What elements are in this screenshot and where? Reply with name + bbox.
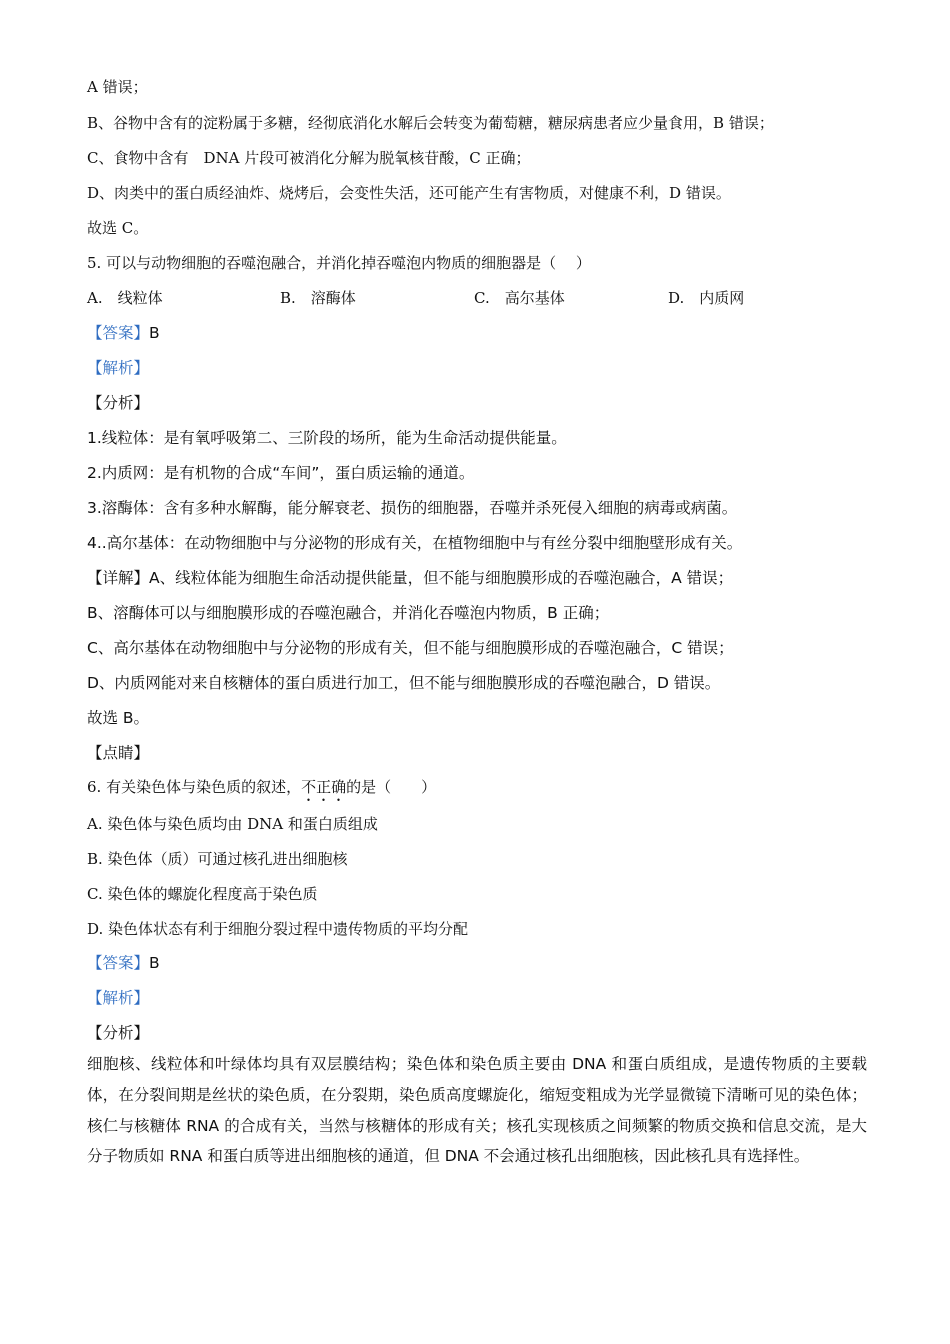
q5-detail-d: D、内质网能对来自核糖体的蛋白质进行加工，但不能与细胞膜形成的吞噬泡融合，D 错误。 (87, 674, 721, 692)
q5-point-3: 3.溶酶体：含有多种水解酶，能分解衰老、损伤的细胞器，吞噬并杀死侵入细胞的病毒或病菌。 (87, 499, 738, 517)
q6-fenxi-tag: 【分析】 (87, 1024, 150, 1042)
q5-choose: 故选 B。 (87, 709, 150, 727)
q6-stem-post: 的是（ ） (346, 778, 437, 796)
answer-value: B (149, 954, 160, 972)
q5-stem: 5. 可以与动物细胞的吞噬泡融合，并消化掉吞噬泡内物质的细胞器是（ ） (87, 254, 591, 272)
q6-analysis-tag: 【解析】 (87, 989, 150, 1007)
q6-option-c: C. 染色体的螺旋化程度高于染色质 (87, 885, 318, 903)
detail-tag: 【详解】 (87, 569, 150, 587)
q5-fenxi-tag: 【分析】 (87, 394, 150, 412)
answer-tag: 【答案】 (87, 954, 150, 972)
q5-detail-c: C、高尔基体在动物细胞中与分泌物的形成有关，但不能与细胞膜形成的吞噬泡融合，C 错误； (87, 639, 734, 657)
q5-dianjing-tag: 【点睛】 (87, 744, 150, 762)
q5-point-2: 2.内质网：是有机物的合成“车间”，蛋白质运输的通道。 (87, 464, 475, 482)
q4-choose: 故选 C。 (87, 219, 149, 237)
answer-tag: 【答案】 (87, 324, 150, 342)
q4-option-d-explanation: D、肉类中的蛋白质经油炸、烧烤后，会变性失活，还可能产生有害物质，对健康不利，D 错误。 (87, 184, 731, 202)
q5-detail-first (87, 566, 733, 588)
q5-option-c: C. 高尔基体 (474, 289, 565, 307)
q5-point-4: 4..高尔基体：在动物细胞中与分泌物的形成有关，在植物细胞中与有丝分裂中细胞壁形成有关。 (87, 534, 743, 552)
q6-option-d: D. 染色体状态有利于细胞分裂过程中遗传物质的平均分配 (87, 920, 469, 938)
q6-analysis-paragraph: 细胞核、线粒体和叶绿体均具有双层膜结构；染色体和染色质主要由 DNA 和蛋白质组成，是遗传物质的主要载体，在分裂间期是丝状的染色质，在分裂期，染色质高度螺旋化，缩短变粗成为光学显微镜下清晰可见的染色体；核仁与核糖体 RNA 的合成有关，当然与核糖体的形成有关；核孔实现核质之间频繁的物质交换和信息交流，是大分子物质如 RNA 和蛋白质等进出细胞核的通道，但 DNA 不会通过核孔出细胞核，因此核孔具有选择性。 (87, 1055, 867, 1166)
q5-option-a: A. 线粒体 (87, 289, 163, 307)
q4-option-a-conclusion: A 错误； (87, 78, 148, 96)
q5-detail-b: B、溶酶体可以与细胞膜形成的吞噬泡融合，并消化吞噬泡内物质，B 正确； (87, 604, 610, 622)
q6-answer (87, 951, 160, 973)
q4-option-c-explanation: C、食物中含有 DNA 片段可被消化分解为脱氧核苷酸，C 正确； (87, 149, 531, 167)
q6-stem-emphasis: 不正确 (301, 778, 347, 796)
detail-text: A、线粒体能为细胞生命活动提供能量，但不能与细胞膜形成的吞噬泡融合，A 错误； (149, 569, 734, 587)
q5-answer (87, 321, 160, 343)
q4-option-b-explanation: B、谷物中含有的淀粉属于多糖，经彻底消化水解后会转变为葡萄糖，糖尿病患者应少量食用，B 错误； (87, 114, 774, 132)
q5-point-1: 1.线粒体：是有氧呼吸第二、三阶段的场所，能为生命活动提供能量。 (87, 429, 567, 447)
q5-option-d: D. 内质网 (668, 289, 745, 307)
q5-analysis-tag: 【解析】 (87, 359, 150, 377)
q6-stem (87, 776, 436, 805)
answer-value: B (149, 324, 160, 342)
q6-stem-pre: 6. 有关染色体与染色质的叙述， (87, 778, 302, 796)
q6-option-a: A. 染色体与染色质均由 DNA 和蛋白质组成 (87, 815, 378, 833)
q6-option-b: B. 染色体（质）可通过核孔进出细胞核 (87, 850, 348, 868)
q5-option-b: B. 溶酶体 (280, 289, 356, 307)
